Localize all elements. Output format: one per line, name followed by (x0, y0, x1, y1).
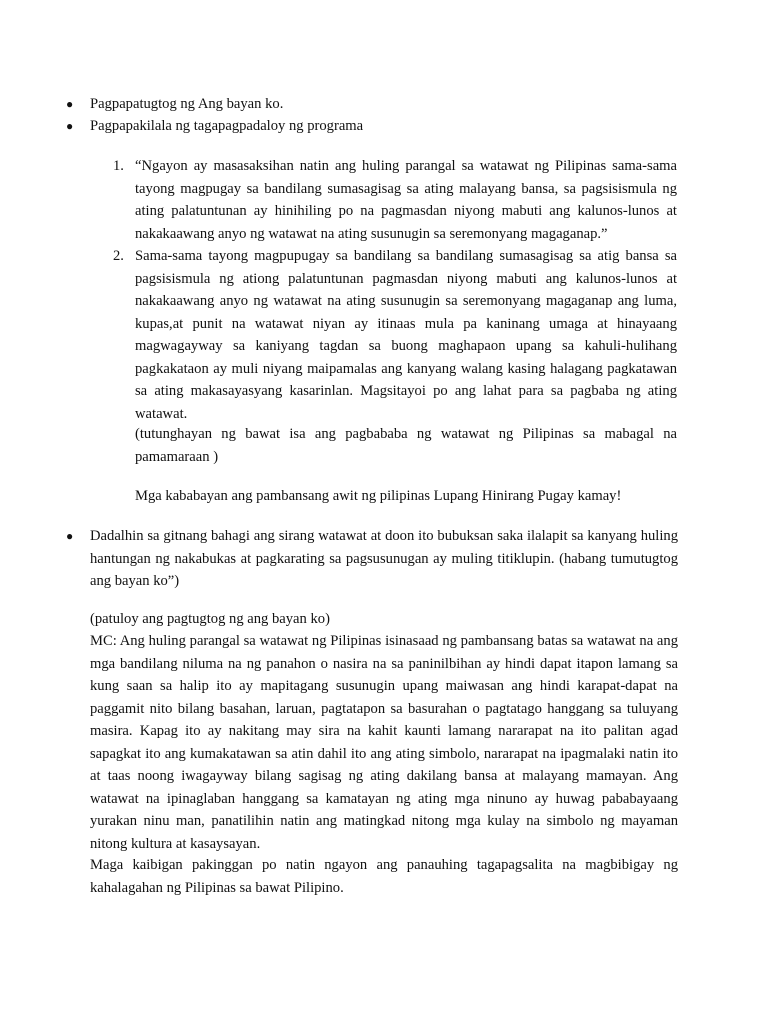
item-text: Sama-sama tayong magpupugay sa bandilang sa bandilang sumasagisag sa atig bansa sa pagsisismula ng ationg palatuntunan pagmasdan niyong mabuti ang kalunos-lunos at nakakaawang anyo ng watawat na ating susunugin sa seremonyang magaganap ang luma, kupas,at punit na watawat niyan ay itinaas mula pa kaninang umaga at hinayaang magwagayway sa kaniyang tagdan sa buong maghapaon upang sa kahuli-hulihang pagkakataon ay muli niyang maipamalas ang kanyang walang kasing halagang pagkatawan sa ating makasayasyang kasarinlan. Magsitayoi po ang lahat para sa pagbaba ng ating watawat. (135, 248, 677, 422)
item-number: 1. (113, 158, 124, 174)
closing-paragraph: Maga kaibigan pakinggan po natin ngayon ang panauhing tagapagsalita na magbibigay ng kahalagahan ng Pilipinas sa bawat Pilipino. (90, 857, 678, 896)
list-item (66, 93, 678, 116)
numbered-item (113, 155, 677, 245)
bullet-text: Pagpapakilala ng tagapagpadaloy ng programa (90, 118, 364, 134)
anthem-line: Mga kababayan ang pambansang awit ng pilipinas Lupang Hinirang Pugay kamay! (135, 488, 622, 504)
bullet-text: Dadalhin sa gitnang bahagi ang sirang watawat at doon ito bubuksan saka ilalapit sa kanyang huling hantungan ng nakabukas at pagkarating sa pagsusunugan ay muling titiklupin. (habang tumutugtog ang bayan ko”) (90, 528, 678, 589)
mc-paragraph: MC: Ang huling parangal sa watawat ng Pilipinas isinasaad ng pambansang batas sa watawat na ang mga bandilang niluma na ng panahon o nasira na sa paninilbihan ay hindi dapat itapon lamang sa kung saan sa halip ito ay mapitagang susunugin upang maiwasan ang hindi karapat-dapat na paggamit nito bilang basahan, laruan, pagtatapon sa basurahan o pagtatago hanggang sa tuluyang masira. Kapag ito ay nakitang may sira na kahit kaunti lamang nararapat na ito palitan agad sapagkat ito ang kumakatawan sa atin dahil ito ang ating simbolo, nararapat na ipagmalaki natin ito at taas noong iwagayway bilang sagisag ng ating dakilang bansa at malayang mamayan. Ang watawat na ipinaglaban hanggang sa kamatayan ng ating mga ninuno ay huwag pababayaang yurakan ninu man, panatilihin natin ang matingkad nitong mga kulay na simbolo ng mayaman nitong kultura at kasaysayan. (90, 633, 678, 852)
note-continue: (patuloy ang pagtugtog ng ang bayan ko) (90, 611, 330, 627)
bullet-icon: ● (66, 529, 74, 543)
bullet-icon: ● (66, 97, 74, 111)
list-item (66, 115, 678, 138)
list-item (66, 525, 678, 593)
item-text: “Ngayon ay masasaksihan natin ang huling parangal sa watawat ng Pilipinas sama-sama tayong magpugay sa bandilang sumasagisag sa ating malayang bansa, sa pagsisismula ng ating palatuntunan ay hinihiling po na pagmasdan niyong mabuti ang kalunos-lunos at nakakaawang anyo ng watawat na ating susunugin sa seremonyang magaganap.” (135, 158, 677, 242)
bullet-text: Pagpapatugtog ng Ang bayan ko. (90, 96, 284, 112)
bullet-icon: ● (66, 119, 74, 133)
item-number: 2. (113, 248, 124, 264)
numbered-item (113, 245, 677, 425)
note-lowering: (tutunghayan ng bawat isa ang pagbababa ng watawat ng Pilipinas sa mabagal na pamamaraan ) (135, 426, 677, 465)
